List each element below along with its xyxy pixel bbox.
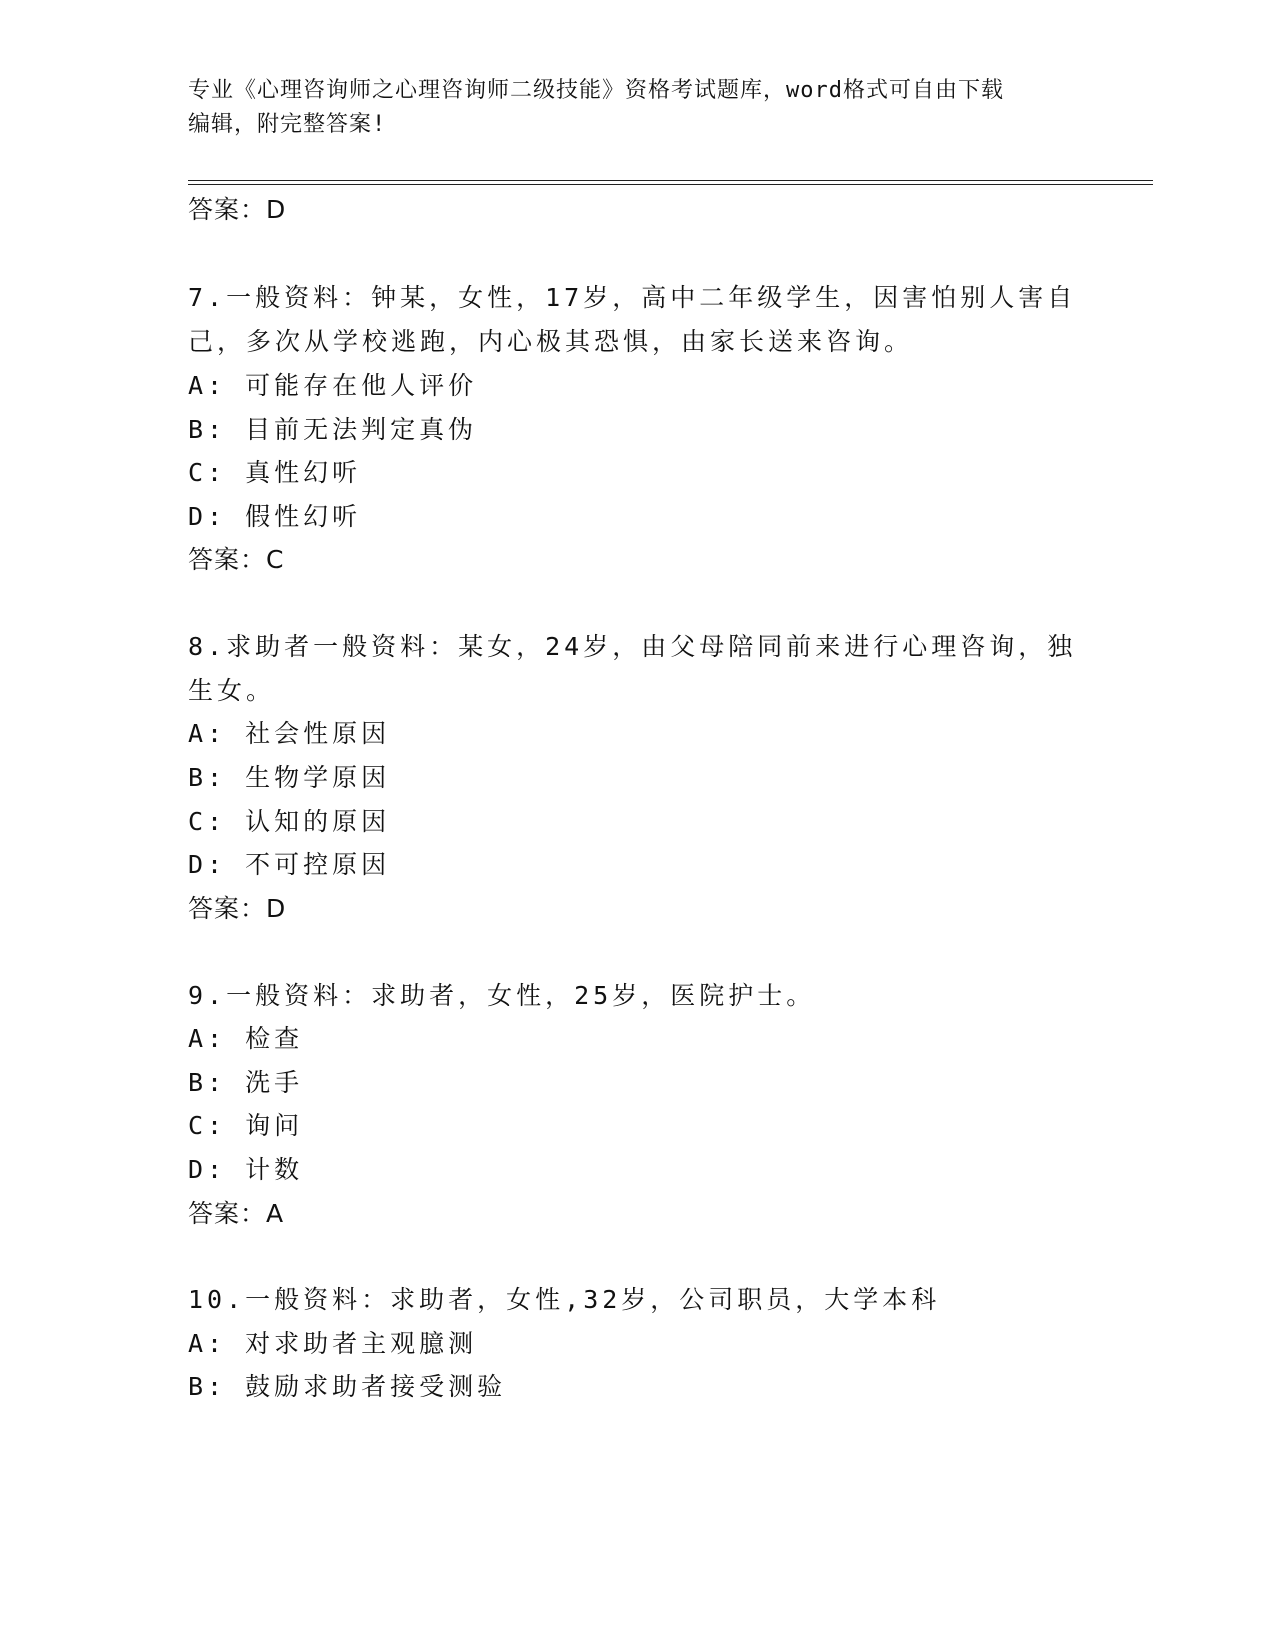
q7-option-b: B: 目前无法判定真伪 <box>188 415 478 444</box>
q9-option-d: D: 计数 <box>188 1155 304 1184</box>
q8-option-c: C: 认知的原因 <box>188 807 391 836</box>
q8-stem-line2: 生女。 <box>188 676 276 705</box>
answer-prev: 答案：D <box>188 195 287 224</box>
header-line-2: 编辑，附完整答案! <box>188 112 387 137</box>
header-line-1: 专业《心理咨询师之心理咨询师二级技能》资格考试题库，word格式可自由下载 <box>188 78 1004 103</box>
q9-stem-line1: 9.一般资料：求助者，女性，25岁，医院护士。 <box>188 981 816 1010</box>
q9-option-b: B: 洗手 <box>188 1068 304 1097</box>
q9-option-c: C: 询问 <box>188 1111 304 1140</box>
q7-option-c: C: 真性幻听 <box>188 458 362 487</box>
q10-stem-line1: 10.一般资料：求助者，女性,32岁，公司职员，大学本科 <box>188 1285 941 1314</box>
q8-answer: 答案：D <box>188 894 287 923</box>
q10-option-a: A: 对求助者主观臆测 <box>188 1329 478 1358</box>
q8-stem-line1: 8.求助者一般资料：某女，24岁，由父母陪同前来进行心理咨询，独 <box>188 632 1077 661</box>
q9-option-a: A: 检查 <box>188 1024 304 1053</box>
q10-option-b: B: 鼓励求助者接受测验 <box>188 1372 507 1401</box>
header-divider-top <box>188 180 1153 181</box>
q8-option-d: D: 不可控原因 <box>188 850 391 879</box>
q8-option-b: B: 生物学原因 <box>188 763 391 792</box>
q9-answer: 答案：A <box>188 1199 285 1228</box>
document-header <box>188 74 1068 142</box>
q7-option-d: D: 假性幻听 <box>188 502 362 531</box>
q7-stem-line1: 7.一般资料：钟某，女性，17岁，高中二年级学生，因害怕别人害自 <box>188 283 1077 312</box>
header-divider-bottom <box>188 184 1153 185</box>
q7-stem-line2: 己，多次从学校逃跑，内心极其恐惧，由家长送来咨询。 <box>188 327 914 356</box>
q8-option-a: A: 社会性原因 <box>188 719 391 748</box>
q7-answer: 答案：C <box>188 545 285 574</box>
q7-option-a: A: 可能存在他人评价 <box>188 371 478 400</box>
